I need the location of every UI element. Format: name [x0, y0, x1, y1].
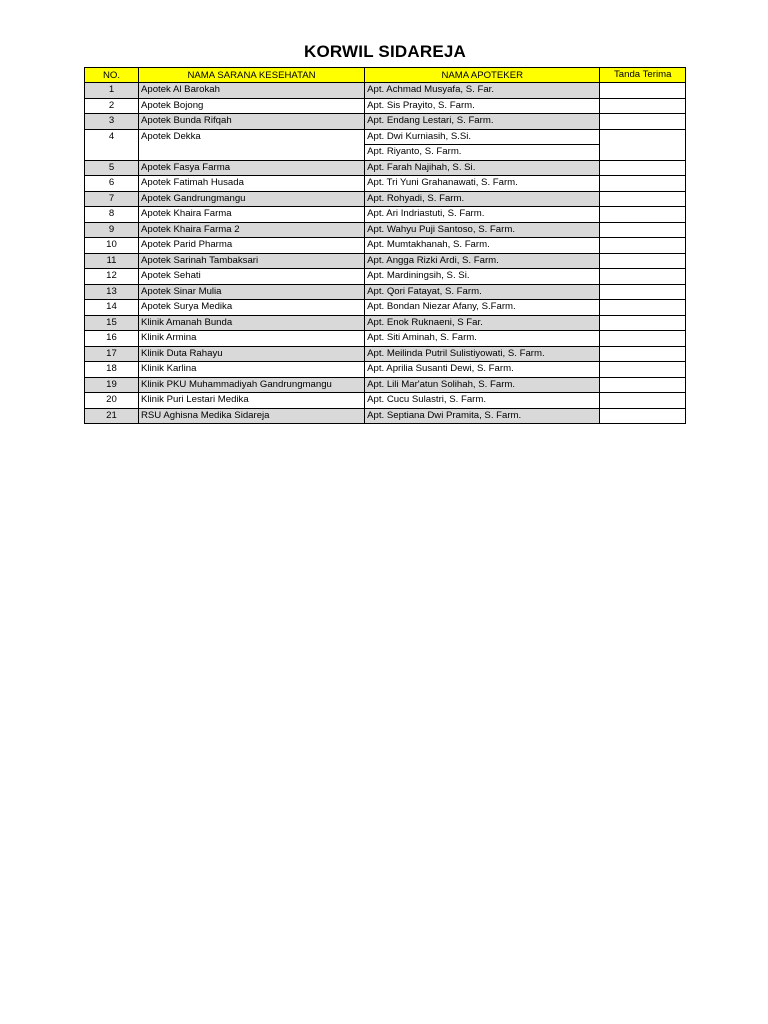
table-row: [85, 269, 686, 285]
facility-name: Apotek Bojong: [138, 98, 364, 114]
table-row: [85, 160, 686, 176]
pharmacist-name: Apt. Lili Mar'atun Solihah, S. Farm.: [365, 377, 600, 393]
facility-name: Apotek Sehati: [138, 269, 364, 285]
signature-cell: [600, 253, 686, 269]
facility-name: Apotek Bunda Rifqah: [138, 114, 364, 130]
signature-cell: [600, 114, 686, 130]
facility-name: Apotek Al Barokah: [138, 83, 364, 99]
row-number: 2: [85, 98, 139, 114]
header-signature: Tanda Terima: [600, 68, 686, 83]
row-number: 6: [85, 176, 139, 192]
pharmacist-name: Apt. Achmad Musyafa, S. Far.: [365, 83, 600, 99]
pharmacist-name: Apt. Dwi Kurniasih, S.Si.: [365, 129, 600, 145]
table-row: [85, 207, 686, 223]
pharmacist-name: Apt. Enok Ruknaeni, S Far.: [365, 315, 600, 331]
row-number: 17: [85, 346, 139, 362]
table-row: [85, 408, 686, 424]
table-header-row: [85, 68, 686, 83]
facility-name: RSU Aghisna Medika Sidareja: [138, 408, 364, 424]
row-number: 4: [85, 129, 139, 160]
row-number: 19: [85, 377, 139, 393]
pharmacist-name: Apt. Cucu Sulastri, S. Farm.: [365, 393, 600, 409]
facility-name: Apotek Surya Medika: [138, 300, 364, 316]
header-pharmacist: NAMA APOTEKER: [365, 68, 600, 83]
signature-cell: [600, 98, 686, 114]
facility-table: [84, 67, 686, 424]
header-facility: NAMA SARANA KESEHATAN: [138, 68, 364, 83]
document-title: KORWIL SIDAREJA: [303, 42, 466, 61]
table-row: [85, 129, 686, 145]
table-row: [85, 191, 686, 207]
facility-name: Apotek Dekka: [138, 129, 364, 160]
pharmacist-name: Apt. Rohyadi, S. Farm.: [365, 191, 600, 207]
signature-cell: [600, 129, 686, 160]
facility-name: Apotek Sarinah Tambaksari: [138, 253, 364, 269]
pharmacist-name: Apt. Bondan Niezar Afany, S.Farm.: [365, 300, 600, 316]
table-row: [85, 176, 686, 192]
table-row: [85, 98, 686, 114]
facility-name: Klinik Karlina: [138, 362, 364, 378]
pharmacist-name: Apt. Mardiningsih, S. Si.: [365, 269, 600, 285]
row-number: 10: [85, 238, 139, 254]
pharmacist-name: Apt. Siti Aminah, S. Farm.: [365, 331, 600, 347]
signature-cell: [600, 362, 686, 378]
signature-cell: [600, 176, 686, 192]
signature-cell: [600, 331, 686, 347]
pharmacist-name: Apt. Meilinda Putril Sulistiyowati, S. Farm.: [365, 346, 600, 362]
signature-cell: [600, 393, 686, 409]
row-number: 11: [85, 253, 139, 269]
facility-name: Apotek Khaira Farma 2: [138, 222, 364, 238]
row-number: 8: [85, 207, 139, 223]
table-row: [85, 300, 686, 316]
facility-name: Klinik Puri Lestari Medika: [138, 393, 364, 409]
pharmacist-name: Apt. Riyanto, S. Farm.: [365, 145, 600, 161]
pharmacist-name: Apt. Endang Lestari, S. Farm.: [365, 114, 600, 130]
signature-cell: [600, 315, 686, 331]
table-row: [85, 362, 686, 378]
signature-cell: [600, 83, 686, 99]
facility-name: Apotek Fasya Farma: [138, 160, 364, 176]
facility-name: Klinik Armina: [138, 331, 364, 347]
pharmacist-name: Apt. Qori Fatayat, S. Farm.: [365, 284, 600, 300]
facility-name: Apotek Sinar Mulia: [138, 284, 364, 300]
pharmacist-name: Apt. Angga Rizki Ardi, S. Farm.: [365, 253, 600, 269]
pharmacist-name: Apt. Sis Prayito, S. Farm.: [365, 98, 600, 114]
facility-name: Klinik PKU Muhammadiyah Gandrungmangu: [138, 377, 364, 393]
row-number: 5: [85, 160, 139, 176]
table-row: [85, 346, 686, 362]
pharmacist-name: Apt. Aprilia Susanti Dewi, S. Farm.: [365, 362, 600, 378]
row-number: 14: [85, 300, 139, 316]
pharmacist-name: Apt. Wahyu Puji Santoso, S. Farm.: [365, 222, 600, 238]
facility-name: Klinik Amanah Bunda: [138, 315, 364, 331]
table-row: [85, 222, 686, 238]
signature-cell: [600, 300, 686, 316]
facility-name: Apotek Fatimah Husada: [138, 176, 364, 192]
pharmacist-name: Apt. Septiana Dwi Pramita, S. Farm.: [365, 408, 600, 424]
table-row: [85, 83, 686, 99]
facility-name: Apotek Gandrungmangu: [138, 191, 364, 207]
signature-cell: [600, 269, 686, 285]
row-number: 12: [85, 269, 139, 285]
row-number: 3: [85, 114, 139, 130]
table-row: [85, 315, 686, 331]
signature-cell: [600, 408, 686, 424]
table-row: [85, 253, 686, 269]
row-number: 21: [85, 408, 139, 424]
table-row: [85, 284, 686, 300]
pharmacist-name: Apt. Mumtakhanah, S. Farm.: [365, 238, 600, 254]
table-row: [85, 393, 686, 409]
row-number: 9: [85, 222, 139, 238]
table-row: [85, 377, 686, 393]
table-body: [85, 83, 686, 424]
signature-cell: [600, 207, 686, 223]
row-number: 1: [85, 83, 139, 99]
table-row: [85, 238, 686, 254]
row-number: 18: [85, 362, 139, 378]
signature-cell: [600, 346, 686, 362]
signature-cell: [600, 377, 686, 393]
row-number: 13: [85, 284, 139, 300]
signature-cell: [600, 160, 686, 176]
table-row: [85, 114, 686, 130]
pharmacist-name: Apt. Tri Yuni Grahanawati, S. Farm.: [365, 176, 600, 192]
signature-cell: [600, 284, 686, 300]
facility-name: Klinik Duta Rahayu: [138, 346, 364, 362]
signature-cell: [600, 222, 686, 238]
table-row: [85, 331, 686, 347]
signature-cell: [600, 238, 686, 254]
pharmacist-name: Apt. Farah Najihah, S. Si.: [365, 160, 600, 176]
row-number: 20: [85, 393, 139, 409]
facility-name: Apotek Khaira Farma: [138, 207, 364, 223]
row-number: 16: [85, 331, 139, 347]
signature-cell: [600, 191, 686, 207]
pharmacist-name: Apt. Ari Indriastuti, S. Farm.: [365, 207, 600, 223]
facility-name: Apotek Parid Pharma: [138, 238, 364, 254]
row-number: 15: [85, 315, 139, 331]
row-number: 7: [85, 191, 139, 207]
header-no: NO.: [85, 68, 139, 83]
